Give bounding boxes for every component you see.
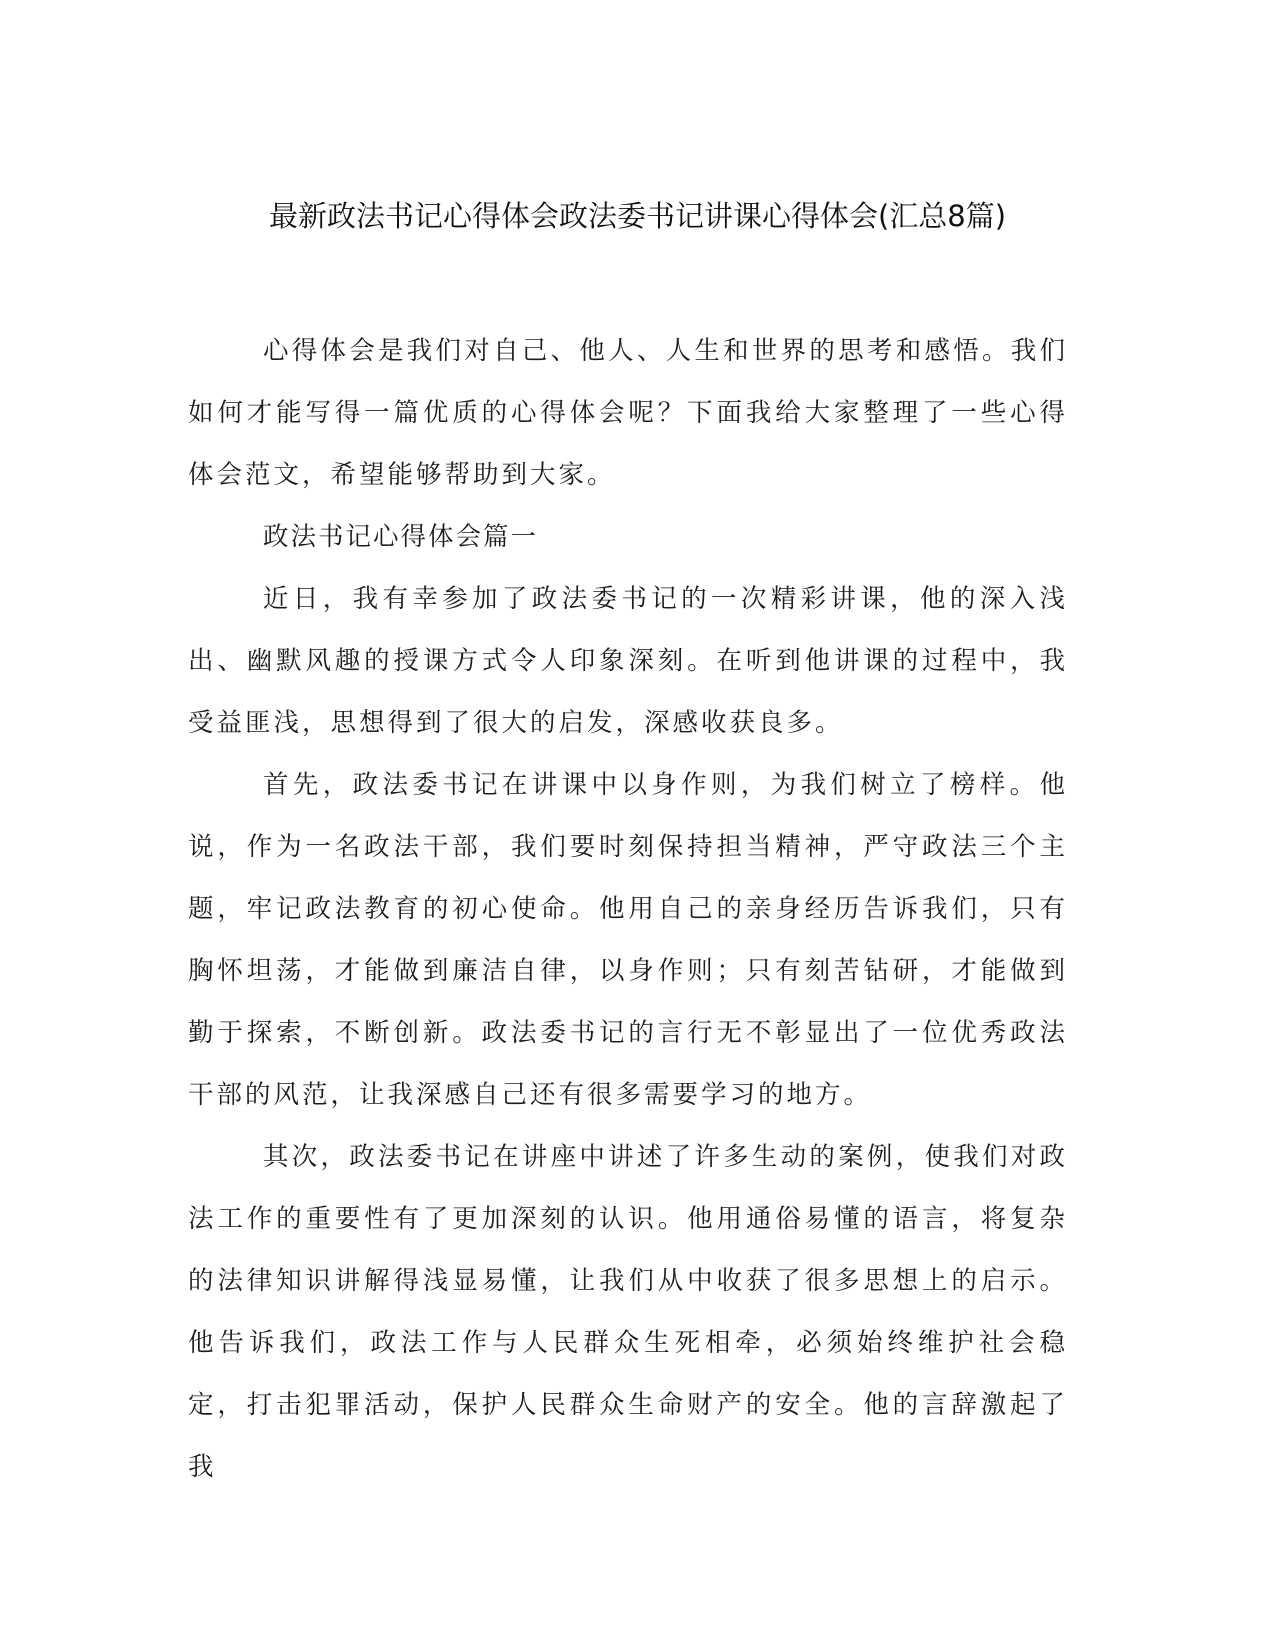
body-paragraph: 首先，政法委书记在讲课中以身作则，为我们树立了榜样。他说，作为一名政法干部，我们要时刻保持担当精神，严守政法三个主题，牢记政法教育的初心使命。他用自己的亲身经历告诉我们，只有胸怀坦荡，才能做到廉洁自律，以身作则；只有刻苦钻研，才能做到勤于探索，不断创新。政法委书记的言行无不彰显出了一位优秀政法干部的风范，让我深感自己还有很多需要学习的地方。 <box>188 770 1068 1110</box>
intro-paragraph: 心得体会是我们对自己、他人、人生和世界的思考和感悟。我们如何才能写得一篇优质的心得体会呢？下面我给大家整理了一些心得体会范文，希望能够帮助到大家。 <box>188 336 1068 490</box>
document-title: 最新政法书记心得体会政法委书记讲课心得体会(汇总8篇) <box>268 199 1007 233</box>
section-heading: 政法书记心得体会篇一 <box>263 522 539 552</box>
body-paragraph: 近日，我有幸参加了政法委书记的一次精彩讲课，他的深入浅出、幽默风趣的授课方式令人印象深刻。在听到他讲课的过程中，我受益匪浅，思想得到了很大的启发，深感收获良多。 <box>188 584 1068 738</box>
document-body <box>188 320 1068 1498</box>
body-paragraph: 其次，政法委书记在讲座中讲述了许多生动的案例，使我们对政法工作的重要性有了更加深刻的认识。他用通俗易懂的语言，将复杂的法律知识讲解得浅显易懂，让我们从中收获了很多思想上的启示。他告诉我们，政法工作与人民群众生死相牵，必须始终维护社会稳定，打击犯罪活动，保护人民群众生命财产的安全。他的言辞激起了我 <box>188 1142 1068 1482</box>
